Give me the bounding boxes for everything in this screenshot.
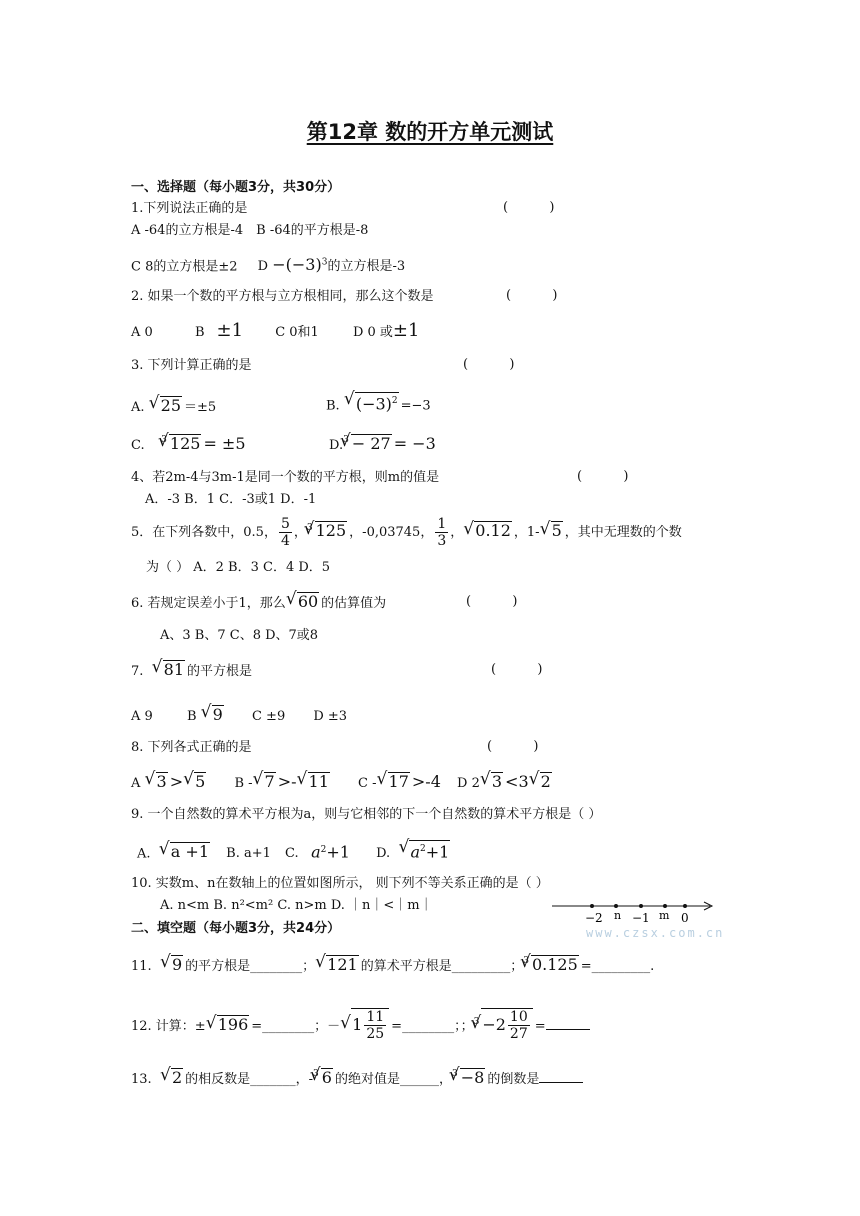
q11-stem: 11. √ 9 的平方根是________；√ 121 的算术平方根是_________；$^3$√ 0.125 =_________. (131, 955, 654, 976)
q13-stem: 13. √ 2 的相反数是_______，-$^3$√ 6 的绝对值是______，$^3$√ −8 的倒数是 (131, 1068, 583, 1089)
number-line-label: m (659, 909, 670, 922)
q8-answer-paren: ( ) (487, 739, 539, 754)
q6-stem: 6. 若规定误差小于1，那么√ 60 的估算值为 (131, 592, 386, 613)
q7-answer-paren: ( ) (491, 662, 543, 677)
q2-options: A 0 B ±1 C 0和1 D 0 或±1 (131, 320, 420, 341)
q3-answer-paren: ( ) (463, 357, 515, 372)
q1-options-cd (131, 254, 405, 276)
q1-option-d: $D -(-3)^3$的立方根是-3 (257, 255, 406, 275)
section-choice-heading: 一、选择题（每小题3分，共30分） (131, 180, 341, 195)
number-line-label: n (614, 909, 622, 922)
number-line-label: −2 (585, 911, 603, 925)
q1-stem: 1.下列说法正确的是 (131, 201, 248, 216)
q4-options: A．-3 B．1 C．-3或1 D．-1 (145, 492, 317, 507)
page-title: 第12章 数的开方单元测试 (306, 120, 554, 144)
q4-stem: 4、若2m-4与3m-1是同一个数的平方根，则m的值是 (131, 470, 440, 485)
q7-stem: 7. √ 81 的平方根是 (131, 660, 252, 681)
q3-option-a: A. √ 25 ＝±5 (131, 396, 216, 417)
number-line-point (590, 904, 594, 908)
q7-options: A 9 B √ 9 C ±9 D ±3 (131, 705, 347, 726)
number-line-label: 0 (681, 911, 689, 925)
number-line-label: −1 (632, 911, 650, 925)
number-line-point (614, 904, 618, 908)
watermark: www.czsx.com.cn (586, 926, 725, 940)
section-fill-heading: 二、填空题（每小题3分，共24分） (131, 921, 341, 936)
q1-answer-paren: ( ) (503, 200, 555, 215)
q1-option-c: C 8的立方根是±2 (131, 259, 238, 275)
q10-stem: 10. 实数m、n在数轴上的位置如图所示， 则下列不等关系正确的是（ ） (131, 876, 549, 891)
q2-answer-paren: ( ) (506, 288, 558, 303)
q3-stem: 3. 下列计算正确的是 (131, 358, 252, 373)
q3-option-c: C. $^3$√ 125 = ±5 (131, 434, 246, 455)
q3-option-b: B. √ $(-3)^2 =-3$ (326, 392, 431, 415)
q6-answer-paren: ( ) (466, 594, 518, 609)
number-line (552, 898, 722, 928)
number-line-point (639, 904, 643, 908)
q3-option-d: D.$^3$√ − 27 = −3 (329, 434, 436, 455)
number-line-point (683, 904, 687, 908)
q9-options: A. √ a +1 B. a+1 C. $a^2+1$ D. √ $a^2+1$ (137, 840, 452, 863)
q13-answer-blank[interactable] (539, 1068, 583, 1083)
q1-option-a: A -64的立方根是-4 B -64的平方根是-8 (131, 223, 369, 238)
q12-stem: 12. 计算：±√ 196 =________；－√ 1 $\frac{11}{25}$ =________；；$^3$√ −2 $\frac{10}{27}$ = (131, 1008, 590, 1044)
number-line-point (663, 904, 667, 908)
q5-stem: 5．在下列各数中，0.5， $\frac{5}{4}$ ，$^3$√ 125 ，-0,03745， $\frac{1}{3}$ ，√ 0.12 ，1-√ 5 ，其中无理数的个数 (131, 514, 682, 550)
q6-options: A、3 B、7 C、8 D、7或8 (160, 628, 319, 643)
q8-stem: 8. 下列各式正确的是 (131, 740, 252, 755)
q2-stem: 2. 如果一个数的平方根与立方根相同，那么这个数是 (131, 289, 434, 304)
q9-stem: 9. 一个自然数的算术平方根为a，则与它相邻的下一个自然数的算术平方根是（ ） (131, 807, 602, 822)
q4-answer-paren: ( ) (577, 469, 629, 484)
q5-options: 为（ ） A．2 B．3 C．4 D．5 (146, 560, 331, 575)
q10-options: A. n<m B. n²<m² C. n>m D. ｜n｜<｜m｜ (160, 898, 433, 913)
q8-options: A √ 3 >√ 5 B -√ 7 >-√ 11 C -√ 17 >-4 D 2√ 3 <3√ 2 (131, 772, 554, 793)
q12-answer-blank[interactable] (546, 1015, 590, 1030)
